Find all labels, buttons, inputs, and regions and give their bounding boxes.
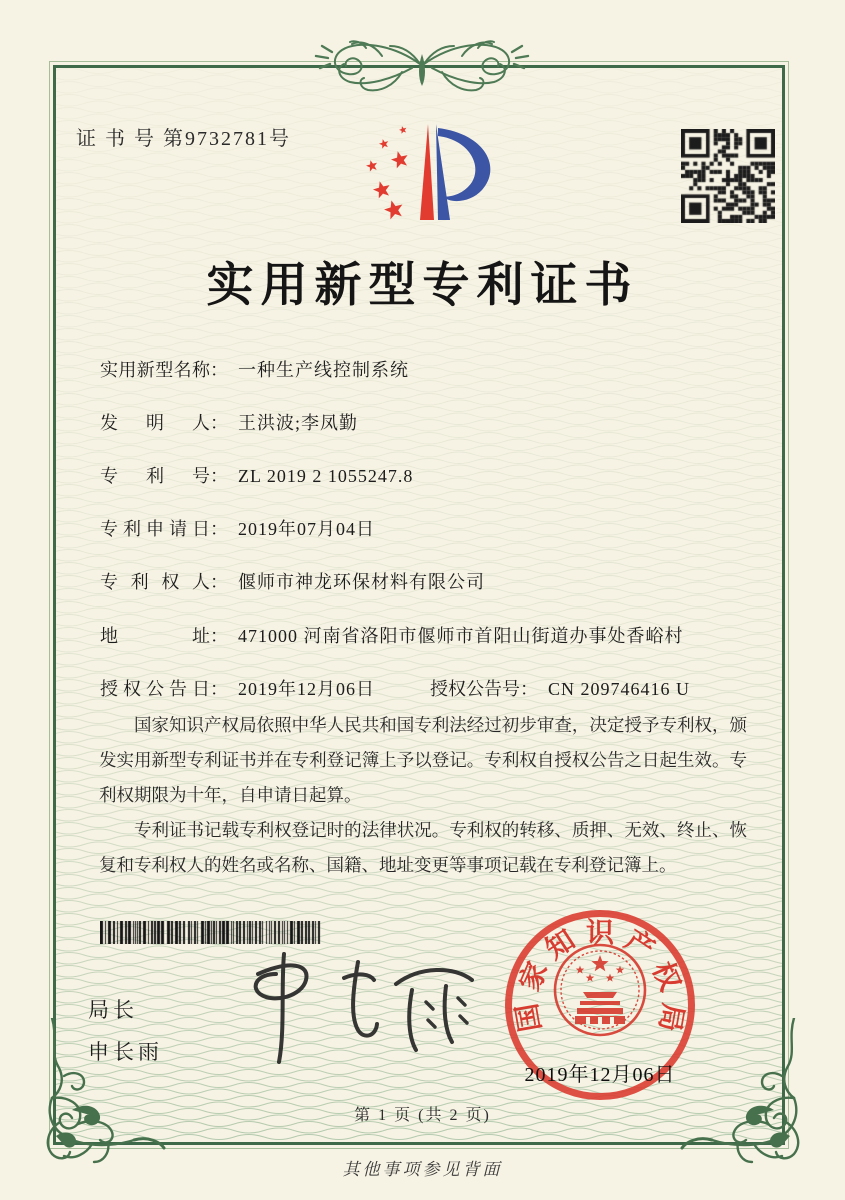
cnipa-logo: [346, 120, 504, 234]
legal-paragraph-1: 国家知识产权局依照中华人民共和国专利法经过初步审查，决定授予专利权，颁发实用新型专利证书并在专利登记簿上予以登记。专利权自授权公告之日起生效。专利权期限为十年，自申请日起算。: [99, 715, 747, 805]
field-value: 471000 河南省洛阳市偃师市首阳山街道办事处香峪村: [238, 626, 684, 646]
seal-character: 知: [540, 924, 581, 966]
seal-character: 权: [645, 957, 686, 996]
field-label: 授权公告日: [100, 679, 210, 699]
commissioner-signature: [228, 948, 488, 1070]
field-colon: ：: [210, 466, 228, 486]
corner-ornament-right-icon: [678, 1018, 808, 1166]
corner-ornament-left-icon: [38, 1018, 168, 1166]
legal-paragraph-2: 专利证书记载专利权登记时的法律状况。专利权的转移、质押、无效、终止、恢复和专利权人的姓名或名称、国籍、地址变更等事项记载在专利登记簿上。: [99, 820, 747, 875]
field-label: 实用新型名称: [100, 360, 210, 380]
field-label: 专利权人: [100, 572, 210, 592]
seal-character: 局: [652, 1000, 689, 1034]
page-indicator: 第 1 页 (共 2 页): [354, 1107, 491, 1124]
top-dragon-ornament-icon: [262, 32, 582, 98]
seal-character: 产: [619, 924, 660, 966]
field-row-filing-date: [100, 515, 375, 541]
field-value: 偃师市神龙环保材料有限公司: [238, 572, 485, 592]
back-note: 其他事项参见背面: [342, 1160, 503, 1179]
field-value: ZL 2019 2 1055247.8: [238, 466, 414, 486]
field-label: 授权公告号: [430, 679, 520, 699]
field-label: 专利申请日: [100, 519, 210, 539]
qr-code: [681, 129, 775, 223]
field-label: 地址: [100, 626, 210, 646]
legal-text-block: [99, 708, 747, 883]
commissioner-title: 局长: [88, 998, 138, 1022]
field-colon: ：: [210, 413, 228, 433]
certificate-number: 证 书 号 第9732781号: [76, 128, 291, 150]
field-row-grant-date: [100, 675, 691, 701]
field-value: 2019年12月06日: [238, 679, 375, 699]
field-colon: ：: [210, 360, 228, 380]
field-colon: ：: [210, 626, 228, 646]
field-colon: ：: [210, 679, 228, 699]
barcode: [100, 921, 322, 944]
field-row-inventor: [100, 409, 358, 435]
seal-date: 2019年12月06日: [524, 1064, 676, 1086]
commissioner-name: 申长雨: [88, 1040, 163, 1064]
seal-character: 识: [585, 918, 615, 949]
field-row-patentee: [100, 568, 485, 594]
seal-character: 国: [511, 1000, 548, 1034]
field-label: 专利号: [100, 466, 210, 486]
field-grant-number: [430, 675, 690, 701]
field-colon: ：: [210, 572, 228, 592]
field-row-patent-no: [100, 462, 413, 488]
field-row-address: [100, 622, 684, 648]
seal-character: 家: [514, 957, 555, 996]
certificate-title: 实用新型专利证书: [206, 260, 639, 312]
national-emblem-icon: [552, 942, 648, 1038]
field-colon: ：: [210, 519, 228, 539]
field-value: 2019年07月04日: [238, 519, 375, 539]
field-colon: ：: [520, 679, 538, 699]
field-label: 发明人: [100, 413, 210, 433]
field-value: 王洪波;李凤勤: [238, 413, 359, 433]
field-row-name: [100, 356, 409, 382]
field-value: CN 209746416 U: [548, 679, 691, 699]
field-value: 一种生产线控制系统: [238, 360, 409, 380]
